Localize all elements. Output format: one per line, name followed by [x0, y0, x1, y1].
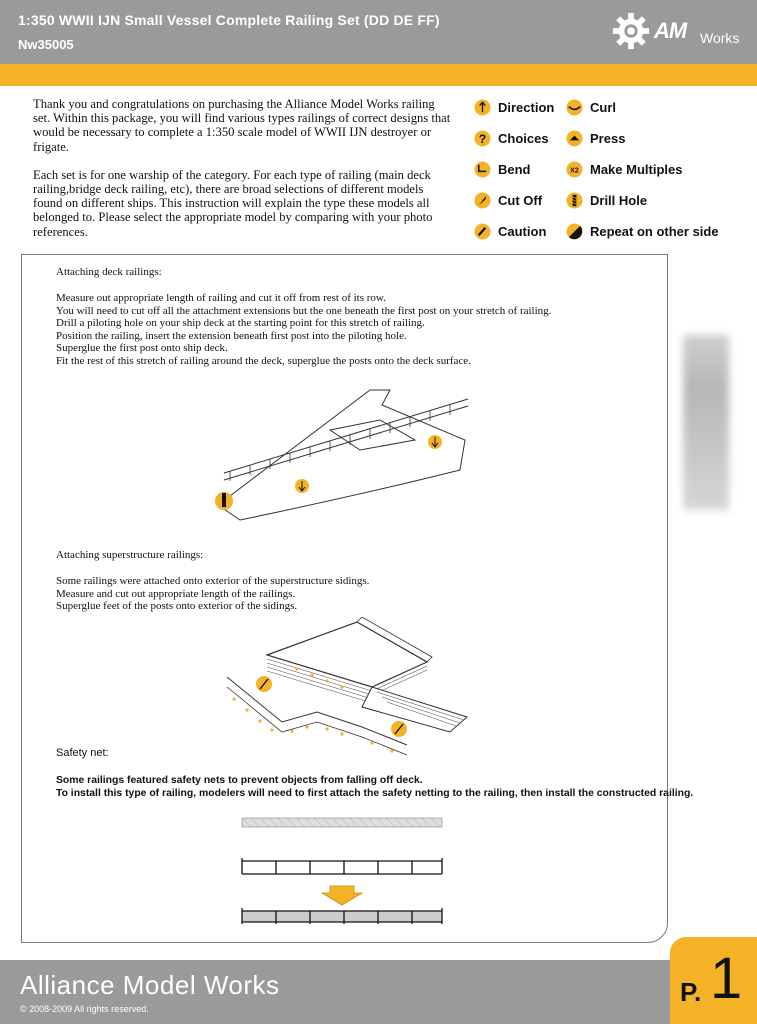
drill-icon: [566, 192, 583, 209]
deck-section-title: Attaching deck railings:: [56, 266, 162, 278]
caution-icon: [474, 223, 491, 240]
legend-press: Press: [566, 129, 625, 147]
page-number-box: [670, 937, 757, 1024]
question-icon: [474, 130, 491, 147]
brand-logo: [610, 12, 745, 52]
legend-curl: Curl: [566, 98, 616, 116]
footer-band: [0, 960, 757, 1024]
logo-am-text: AM: [654, 18, 687, 43]
legend-repeat: Repeat on other side: [566, 222, 719, 240]
deck-railing-diagram: [210, 385, 475, 530]
legend-cut-off: Cut Off: [474, 191, 542, 209]
superstructure-section-title: Attaching superstructure railings:: [56, 549, 204, 561]
svg-text:?: ?: [478, 131, 487, 146]
legend-bend: Bend: [474, 160, 531, 178]
direction-icon: [474, 99, 491, 116]
intro-text: [33, 97, 453, 253]
knife-icon: [474, 192, 491, 209]
product-code: Nw35005: [18, 37, 74, 52]
deck-section-body: Measure out appropriate length of railing and cut it off from rest of its row. You will need to cut off all the attachment extensions but the one beneath the first post on your stretch of railing. Drill a piloting hole on your ship deck at the starting point for this stretch of railing. Position the railing, insert the extension beneath first post into the piloting hole. Superglue the first post onto ship deck. Fit the rest of this stretch of railing around the deck, superglue the posts onto the deck surface.: [56, 292, 552, 367]
header-band: [0, 0, 757, 64]
bend-icon: [474, 161, 491, 178]
safety-net-diagram: [238, 816, 448, 928]
symbol-legend: [474, 98, 744, 248]
safety-section-body: Some railings featured safety nets to prevent objects from falling off deck. To install this type of railing, modelers will need to first attach the safety netting to the railing, then install the constructed railing.: [56, 775, 694, 800]
legend-make-multiples: X2 Make Multiples: [566, 160, 682, 178]
legend-choices: ? Choices: [474, 129, 549, 147]
accent-bar: [0, 64, 757, 86]
press-icon: [566, 130, 583, 147]
svg-text:X2: X2: [570, 165, 579, 174]
superstructure-railing-diagram: [222, 617, 472, 762]
legend-direction: Direction: [474, 98, 554, 116]
safety-section-title: Safety net:: [56, 747, 109, 759]
legend-caution: Caution: [474, 222, 546, 240]
repeat-icon: [566, 223, 583, 240]
legend-drill-hole: Drill Hole: [566, 191, 647, 209]
footer-copyright: © 2008-2009 All rights reserved.: [20, 1004, 149, 1014]
intro-paragraph-2: Each set is for one warship of the category. For each type of railing (main deck railing,bridge deck railing, etc), there are broad selections of different models found on different ships. This instruction will explain the type these models all belonged to. Please select the appropriate model by comparing with your photo references.: [33, 167, 433, 239]
page-number: 1: [710, 946, 743, 1011]
logo-works-text: Works: [700, 30, 740, 46]
multiply-icon: [566, 161, 583, 178]
gear-icon: [612, 12, 650, 50]
blurred-sidebar: [683, 335, 729, 510]
intro-paragraph-1: Thank you and congratulations on purchasing the Alliance Model Works railing set. Within this package, you will find various types railings of correct designs that would be necessary to complete a 1:350 scale model of WWII IJN destroyer or frigate.: [33, 97, 451, 154]
footer-brand: Alliance Model Works: [20, 970, 280, 1000]
curl-icon: [566, 99, 583, 116]
document-title: 1:350 WWII IJN Small Vessel Complete Railing Set (DD DE FF): [18, 12, 440, 28]
page-prefix: P.: [680, 977, 702, 1007]
superstructure-section-body: Some railings were attached onto exterior of the superstructure sidings. Measure and cut out appropriate length of the railings. Superglue feet of the posts onto exterior of the sidings.: [56, 575, 370, 613]
